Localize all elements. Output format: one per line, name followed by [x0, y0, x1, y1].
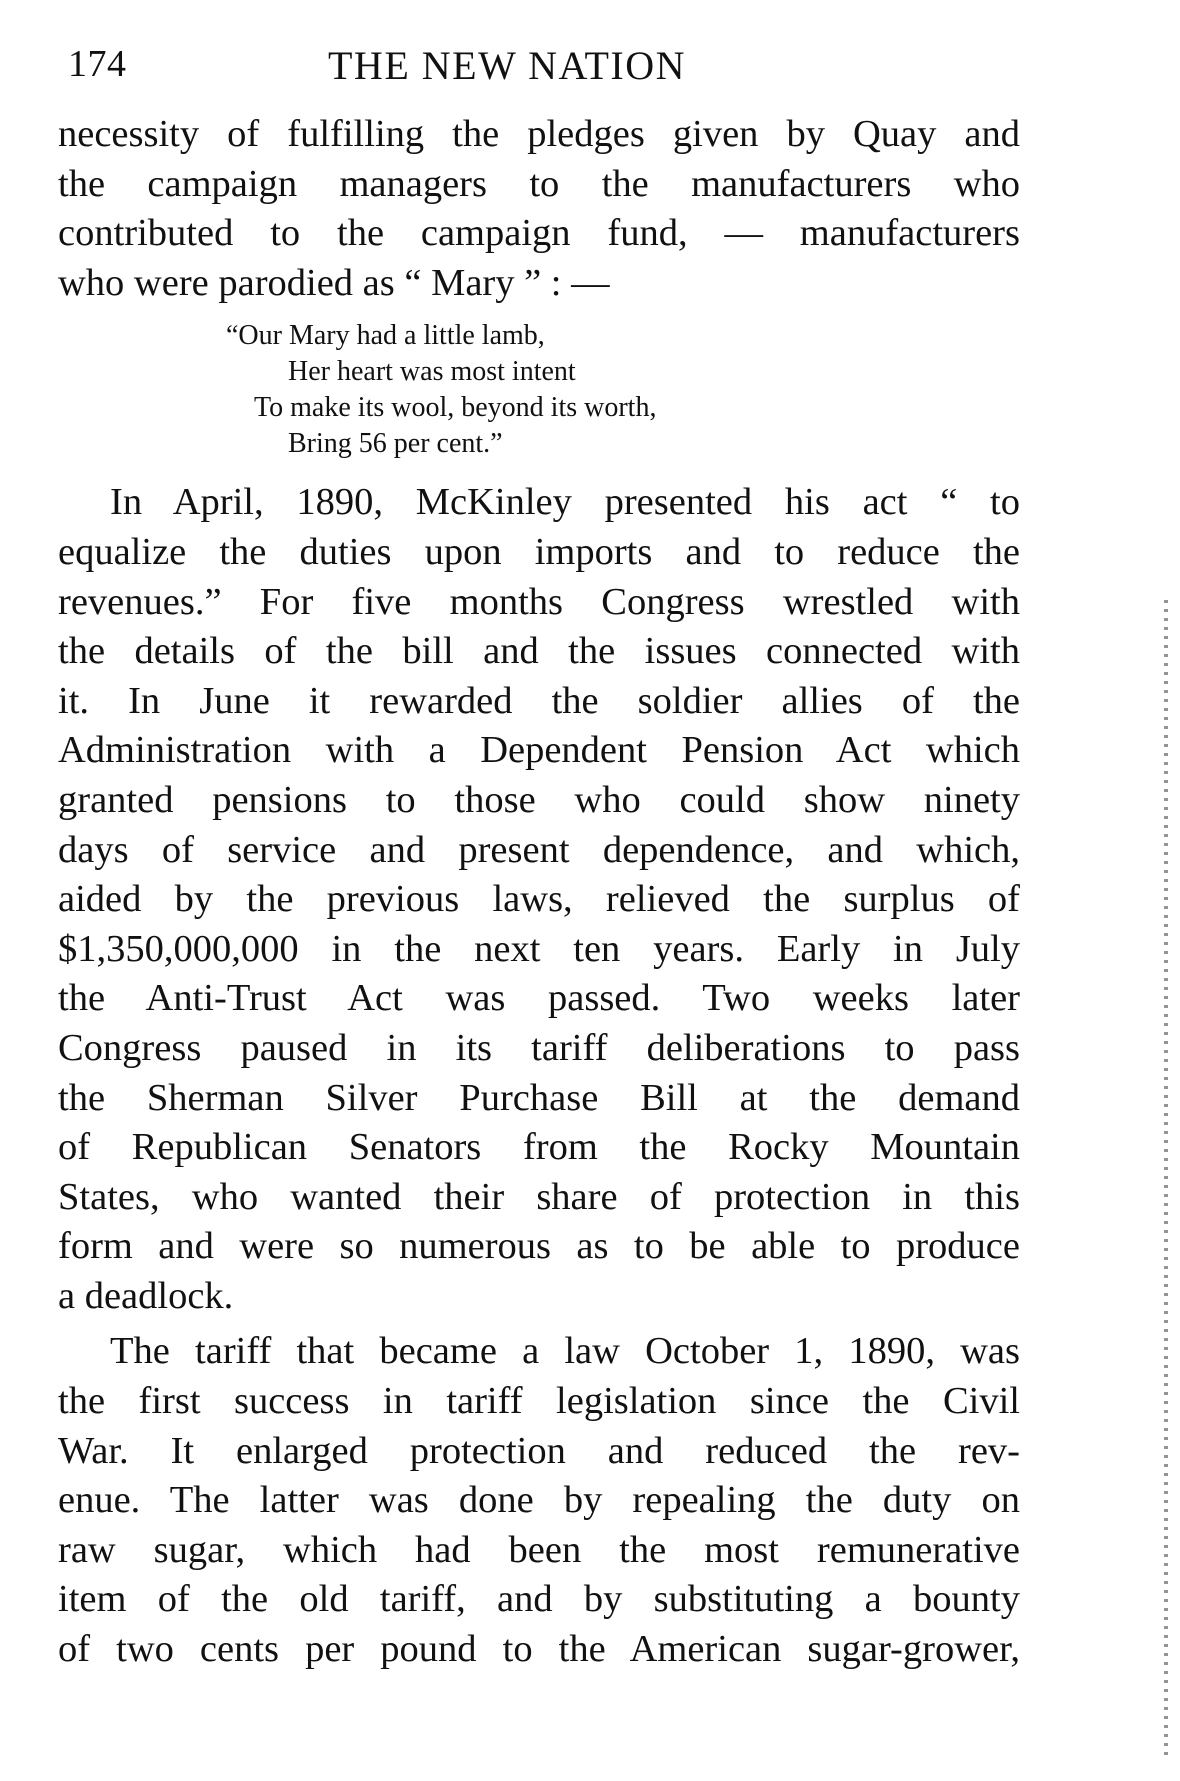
text-line: of two cents per pound to the American sugar-grower,	[58, 1628, 1020, 1671]
text-line: who were parodied as “ Mary ” : —	[58, 261, 610, 304]
text-line: Administration with a Dependent Pension Act which	[58, 729, 1020, 772]
text-line: the Anti-Trust Act was passed. Two weeks later	[58, 977, 1020, 1020]
paragraph	[58, 110, 1020, 308]
text-line: the campaign managers to the manufacturers who	[58, 162, 1020, 205]
text-line: The tariff that became a law October 1, 1890, was	[110, 1330, 1020, 1373]
text-line: the details of the bill and the issues connected with	[58, 630, 1020, 673]
poem-line: “Our Mary had a little lamb,	[226, 320, 545, 352]
text-line: War. It enlarged protection and reduced the rev-	[58, 1429, 1020, 1472]
running-title: THE NEW NATION	[328, 43, 686, 88]
poem-quotation	[58, 318, 1020, 462]
text-line: Congress paused in its tariff deliberations to pass	[58, 1026, 1020, 1069]
text-line: equalize the duties upon imports and to reduce the	[58, 530, 1020, 573]
text-line: $1,350,000,000 in the next ten years. Early in July	[58, 927, 1020, 970]
text-line: revenues.” For five months Congress wrestled with	[58, 580, 1020, 623]
text-line: the Sherman Silver Purchase Bill at the demand	[58, 1076, 1020, 1119]
poem-line: Bring 56 per cent.”	[288, 428, 503, 460]
body-text	[58, 110, 1020, 1675]
text-line: States, who wanted their share of protection in this	[58, 1175, 1020, 1218]
poem-line: Her heart was most intent	[288, 356, 576, 388]
text-line: raw sugar, which had been the most remunerative	[58, 1528, 1020, 1571]
page-number: 174	[68, 43, 127, 85]
text-line: granted pensions to those who could show ninety	[58, 778, 1020, 821]
scan-margin-artifact	[1164, 600, 1168, 1760]
text-line: contributed to the campaign fund, — manufacturers	[58, 212, 1020, 255]
text-line: In April, 1890, McKinley presented his act “ to	[110, 481, 1020, 524]
text-line: item of the old tariff, and by substituting a bounty	[58, 1578, 1020, 1621]
text-line: enue. The latter was done by repealing the duty on	[58, 1479, 1020, 1522]
text-line: a deadlock.	[58, 1274, 234, 1317]
text-line: days of service and present dependence, and which,	[58, 828, 1020, 871]
paragraph	[58, 478, 1020, 1321]
page-header	[68, 38, 1010, 98]
text-line: aided by the previous laws, relieved the surplus of	[58, 878, 1020, 921]
text-line: form and were so numerous as to be able to produce	[58, 1225, 1020, 1268]
text-line: necessity of fulfilling the pledges given by Quay and	[58, 113, 1020, 155]
text-line: it. In June it rewarded the soldier allies of the	[58, 679, 1020, 722]
paragraph	[58, 1327, 1020, 1674]
text-line: the first success in tariff legislation since the Civil	[58, 1380, 1020, 1423]
text-line: of Republican Senators from the Rocky Mountain	[58, 1126, 1020, 1169]
poem-line: To make its wool, beyond its worth,	[254, 392, 657, 424]
